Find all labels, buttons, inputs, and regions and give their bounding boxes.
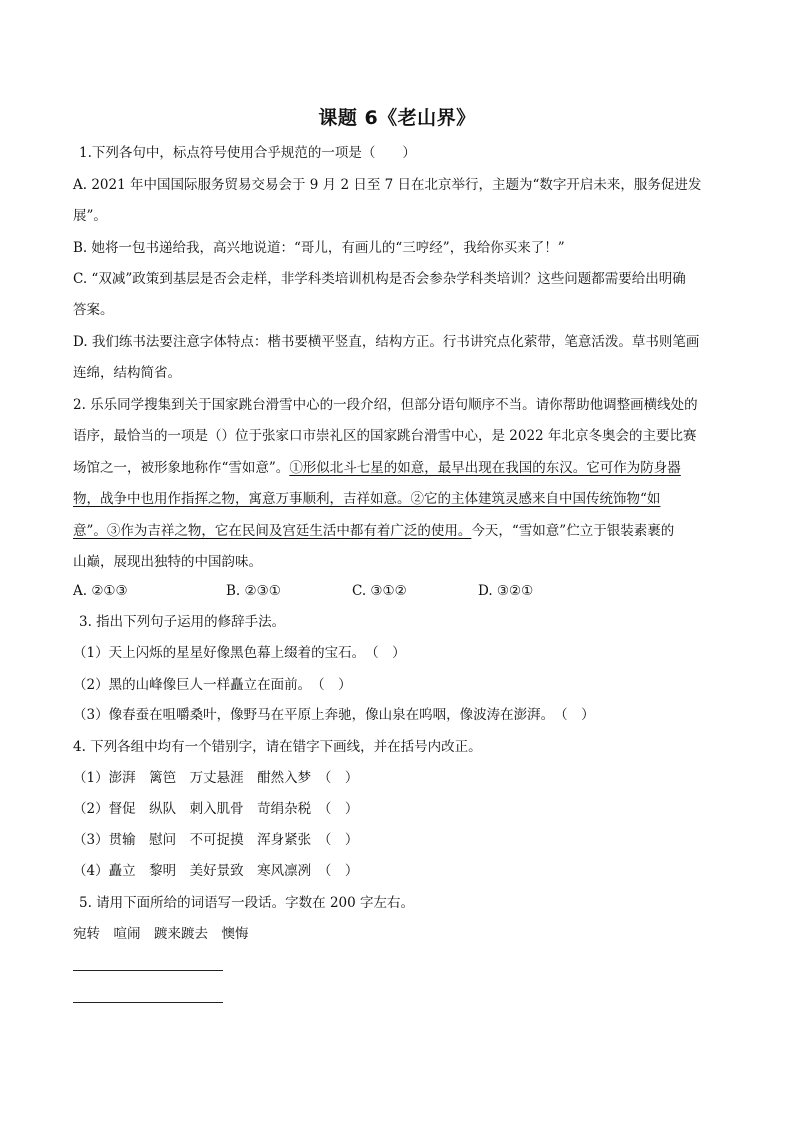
q2-option-d: D. ③②① [478,583,534,599]
q1-option-c-line1: C. “双减”政策到基层是否会走样，非学科类培训机构是否会参杂学科类培训？这些问题都需要给出明确 [73,271,686,287]
q1-stem: 1.下列各句中，标点符号使用合乎规范的一项是（ ） [79,145,416,161]
q2-line3-plain: 场馆之一，被形象地称作“雪如意”。 [73,460,290,476]
q3-item-2: （2）黑的山峰像巨人一样矗立在面前。 （ ） [73,677,352,693]
q4-item-4: （4）矗立 黎明 美好景致 寒风凛冽 （ ） [73,863,359,879]
q4-item-2: （2）督促 纵队 刺入肌骨 苛绢杂税 （ ） [73,801,359,817]
q2-line2: 语序，最恰当的一项是（）位于张家口市崇礼区的国家跳台滑雪中心，是 2022 年北京冬奥会的主要比赛 [73,428,697,444]
answer-line-1[interactable] [73,970,223,971]
q5-stem: 5. 请用下面所给的词语写一段话。字数在 200 字左右。 [79,895,415,911]
q3-stem: 3. 指出下列句子运用的修辞手法。 [79,614,286,630]
q2-line5 [73,521,674,541]
q2-option-b: B. ②③① [226,583,281,599]
q3-item-1: （1）天上闪烁的星星好像黑色幕上缀着的宝石。 （ ） [73,645,406,661]
q2-underlined-part3: 意”。③作为吉祥之物，它在民间及宫廷生活中都有着广泛的使用。 [73,523,472,539]
q4-item-1: （1）澎湃 篱笆 万丈悬涯 酣然入梦 （ ） [73,770,359,786]
q1-option-b: B. 她将一包书递给我，高兴地说道：“哥儿，有画儿的“三哼经”，我给你买来了！” [73,240,565,256]
q1-option-d-line1: D. 我们练书法要注意字体特点：楷书要横平竖直，结构方正。行书讲究点化萦带，笔意活泼。草书则笔画 [73,334,700,350]
page-title: 课题 6《老山界》 [318,107,476,129]
q2-line1: 2. 乐乐同学搜集到关于国家跳台滑雪中心的一段介绍，但部分语句顺序不当。请你帮助他调整画横线处的 [73,397,698,413]
q1-option-d-line2: 连绵，结构简省。 [73,365,181,381]
q3-item-3: （3）像春蚕在咀嚼桑叶，像野马在平原上奔驰，像山泉在呜咽，像波涛在澎湃。 （ ） [73,707,595,723]
q1-option-a-line2: 展”。 [73,208,107,224]
q2-line5-plain: 今天，“雪如意”伫立于银装素裹的 [471,523,675,539]
q2-line3 [73,458,681,478]
q4-item-3: （3）贯输 慰问 不可捉摸 浑身紧张 （ ） [73,832,359,848]
q2-underlined-part2: 物，战争中也用作指挥之物，寓意万事顺利，吉祥如意。②它的主体建筑灵感来自中国传统饰物“如 [73,491,661,507]
q2-option-c: C. ③①② [352,583,407,599]
q5-word-list: 宛转 喧闹 踱来踱去 懊悔 [73,926,249,942]
q1-option-c-line2: 答案。 [73,302,114,318]
q2-underlined-part1: ①形似北斗七星的如意，最早出现在我国的东汉。它可作为防身器 [289,460,681,476]
q2-line6: 山巅，展现出独特的中国韵味。 [73,554,262,570]
q1-option-a-line1: A. 2021 年中国国际服务贸易交易会于 9 月 2 日至 7 日在北京举行，主题为“数字开启未来，服务促进发 [73,177,702,193]
q4-stem: 4. 下列各组中均有一个错别字，请在错字下画线，并在括号内改正。 [73,739,482,755]
answer-line-2[interactable] [73,1002,223,1003]
q2-option-a: A. ②①③ [73,583,128,599]
